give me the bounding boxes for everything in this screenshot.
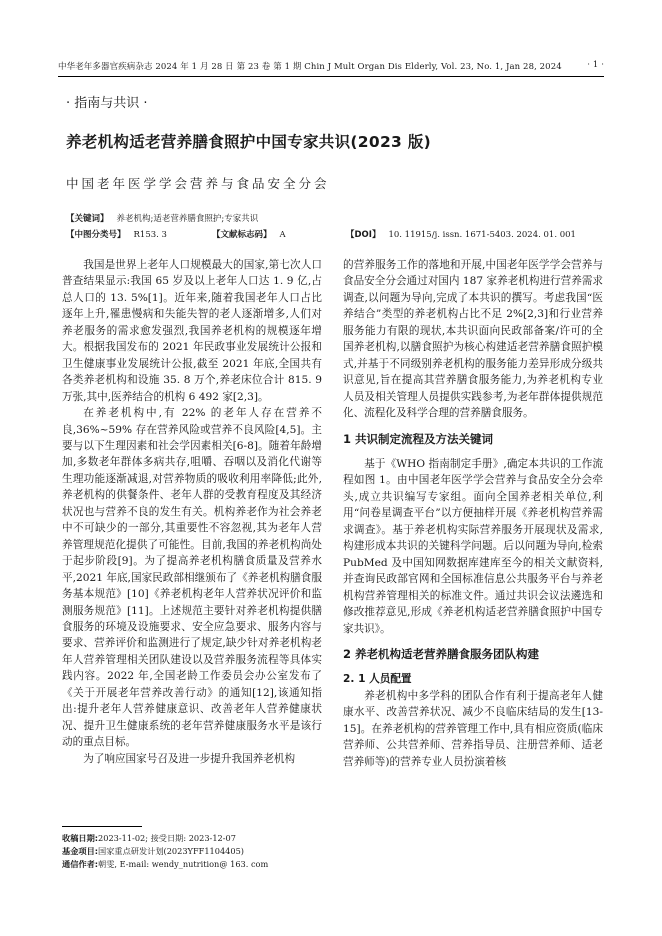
keywords-value: 养老机构;适老营养膳食照护;专家共识: [116, 214, 259, 224]
keywords-label: 【关键词】: [66, 214, 109, 224]
document-code: [212, 228, 286, 240]
left-column: [62, 257, 322, 767]
clc-value: R153. 3: [133, 230, 167, 240]
header-rule: [58, 76, 604, 77]
clc-number: [66, 228, 167, 240]
article-title: 养老机构适老营养膳食照护中国专家共识(2023 版): [66, 133, 432, 151]
subsection-heading: 2. 1 人员配置: [343, 673, 412, 686]
running-header: [58, 60, 604, 72]
paragraph: 为了响应国家号召及进一步提升我国养老机构: [83, 752, 296, 765]
doi-label: 【DOI】: [346, 230, 381, 240]
section-heading: 1 共识制定流程及方法关键词: [343, 431, 494, 446]
doi-value: 10. 11915/j. issn. 1671-5403. 2024. 01. 001: [388, 230, 576, 240]
keywords: [66, 212, 258, 224]
footnote-rule: [62, 826, 142, 827]
column-tag: · 指南与共识 ·: [66, 96, 148, 111]
doc-code-value: A: [279, 230, 286, 240]
paragraph: 的营养服务工作的落地和开展,中国老年医学学会营养与食品安全分会通过对国内 187 家养老机构进行营养需求调查,以问题为导向,完成了本共识的撰写。考虑我国“医养结合”类型的养老机构占比不足 2%[2,3]和行业营养服务能力有限的现状,本共识面向民政部备案/许可的全国养老机构,以膳食照护为核心构建适老营养膳食照护模式,并基于不同级别养老机构的服务能力差异形成分级共识意见,旨在提高其营养膳食服务能力,为养老机构专业人员及相关管理人员提供实践参考,为老年群体提供规范化、流程化及科学合理的营养膳食服务。: [343, 259, 604, 420]
paragraph: 基于《WHO 指南制定手册》,确定本共识的工作流程如图 1。由中国老年医学学会营养与食品安全分会牵头,成立共识编写专家组。面向全国养老相关单位,利用“问卷星调查平台”以方便抽样开展《养老机构营养需求调查》。基于养老机构实际营养服务开展现状及需求,构建形成本共识的关键科学问题。后以问题为导向,检索 PubMed 及中国知网数据库建库至今的相关文献资料,并查询民政部官网和全国标准信息公共服务平台与养老机构营养管理相关的标准文件。通过共识会议法遴选和修改推荐意见,形成《养老机构适老营养膳食照护中国专家共识》。: [343, 457, 603, 635]
clc-label: 【中图分类号】: [66, 230, 126, 240]
journal-citation: 中华老年多器官疾病杂志 2024 年 1 月 28 日 第 23 卷 第 1 期 Chin J Mult Organ Dis Elderly, Vol. 23, No. 1, Jan 28, 2024: [58, 62, 562, 72]
received-date: 收稿日期:2023-11-02; 接受日期: 2023-12-07: [62, 833, 236, 843]
article-author: 中国老年医学学会营养与食品安全分会: [66, 176, 330, 191]
fund-info: 基金项目:国家重点研发计划(2023YFF1104405): [62, 846, 244, 856]
right-column: [343, 257, 603, 770]
doi: [346, 228, 576, 240]
paragraph: 在养老机构中,有 22% 的老年人存在营养不良,36%~59% 存在营养风险或营养不良风险[4,5]。主要与以下生理因素和社会学因素相关[6-8]。随着年龄增加,多数老年群体多病共存,咀嚼、吞咽以及消化代谢等生理功能逐渐减退,对营养物质的吸收利用率降低;此外,养老机构的供餐条件、老年人群的受教育程度及其经济状况也与营养不良的发生有关。机构养老作为社会养老中不可缺少的一部分,其重要性不容忽视,其为老年人营养管理规范化提供了可能性。目前,我国的养老机构尚处于起步阶段[9]。为了提高养老机构膳食质量及营养水平,2021 年底,国家民政部相继颁布了《养老机构膳食服务基本规范》[10]《养老机构老年人营养状况评价和监测服务规范》[11]。上述规范主要针对养老机构提供膳食服务的环境及设施要求、安全应急要求、服务内容与要求、营养评价和监测进行了规定,缺少针对养老机构老年人营养管理相关团队建设以及营养服务流程等具体实践内容。2022 年,全国老龄工作委员会办公室发布了《关于开展老年营养改善行动》的通知[12],该通知指出:提升老年人营养健康意识、改善老年人营养健康状况、提升卫生健康系统的老年营养健康服务水平是该行动的重点目标。: [62, 407, 322, 749]
doc-code-label: 【文献标志码】: [212, 230, 272, 240]
page-number: · 1 ·: [587, 60, 604, 70]
footnotes: [62, 832, 268, 871]
paragraph: 养老机构中多学科的团队合作有利于提高老年人健康水平、改善营养状况、减少不良临床结局的发生[13-15]。在养老机构的营养管理工作中,具有相应资质(临床营养师、公共营养师、营养指导员、注册营养师、适老营养师等)的营养专业人员扮演着核: [343, 689, 603, 768]
section-heading: 2 养老机构适老营养膳食服务团队构建: [343, 646, 540, 661]
corresponding-author: 通信作者:朝雯, E-mail: wendy_nutrition@ 163. com: [62, 859, 269, 869]
paragraph: 我国是世界上老年人口规模最大的国家,第七次人口普查结果显示:我国 65 岁及以上老年人口达 1. 9 亿,占总人口的 13. 5%[1]。近年来,随着我国老年人口占比逐年上升,罹患慢病和失能失智的老人逐渐增多,人们对养老服务的需求愈发强烈,我国养老机构的规模逐年增大。根据我国发布的 2021 年民政事业发展统计公报和卫生健康事业发展统计公报,截至 2021 年底,全国共有各类养老机构和设施 35. 8 万个,养老床位合计 815. 9 万张,其中,医养结合的机构 6 492 家[2,3]。: [62, 259, 322, 403]
